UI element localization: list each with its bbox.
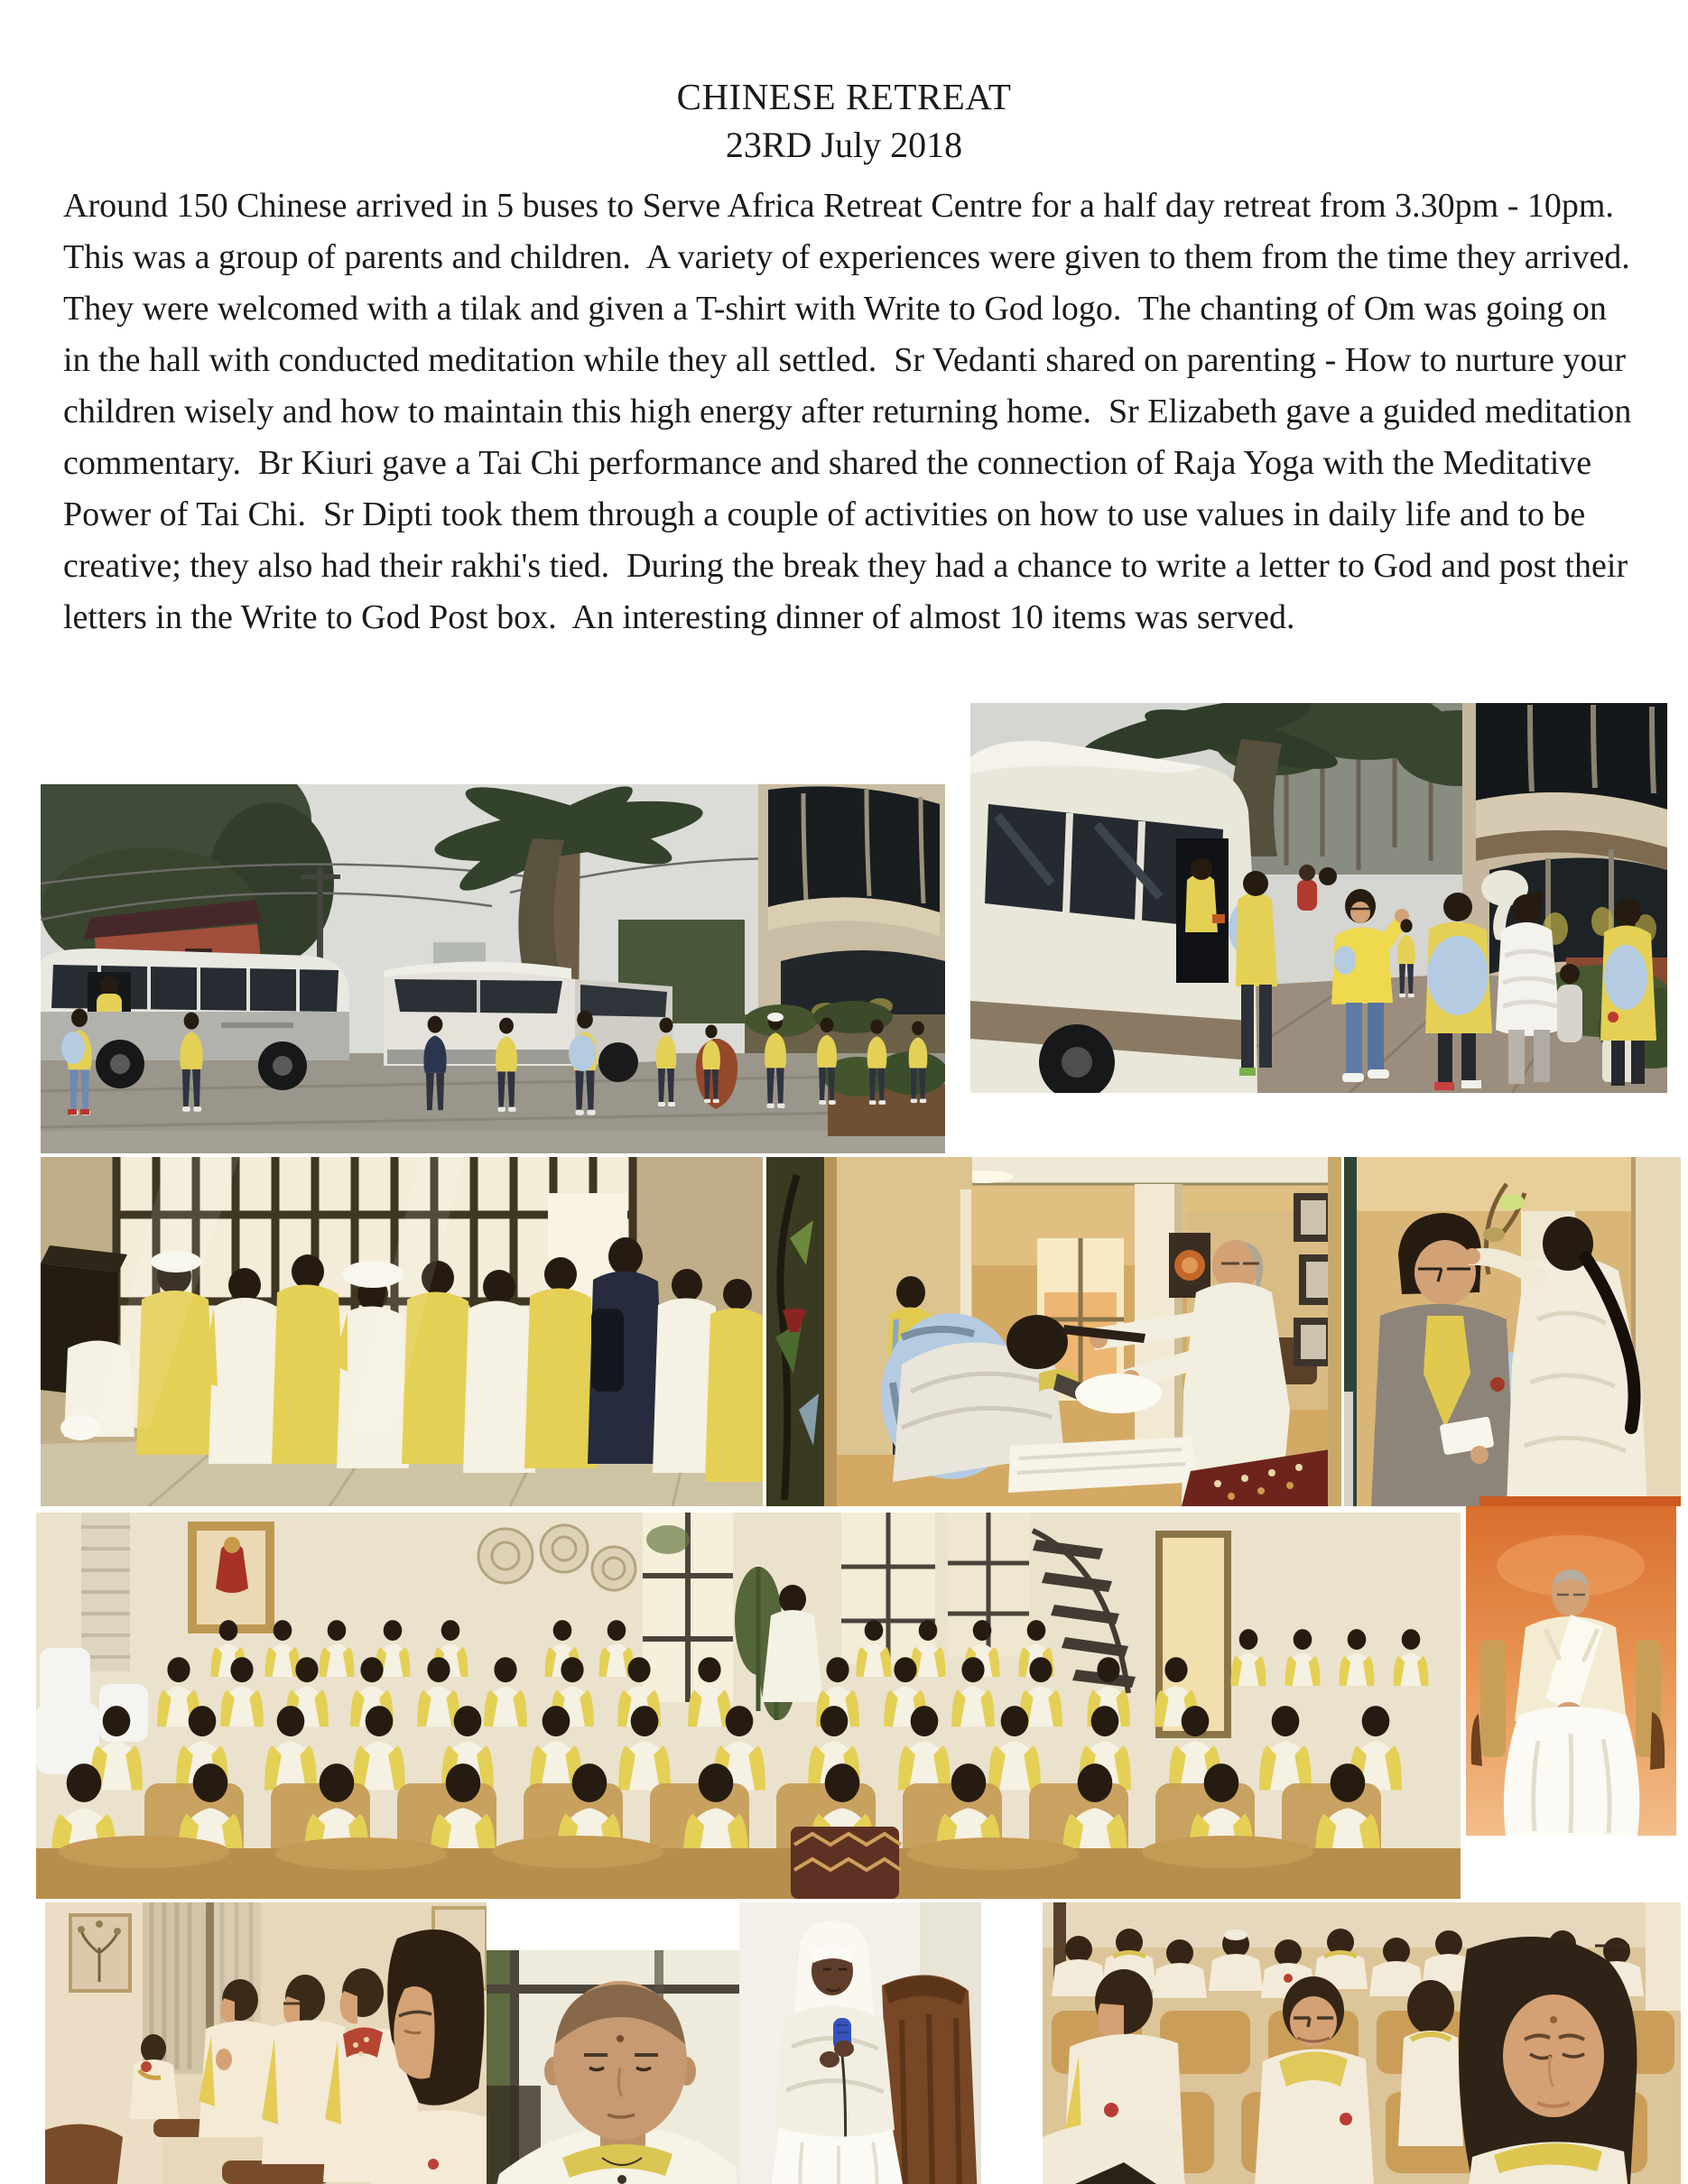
mandala-artwork xyxy=(1169,1233,1210,1298)
photo-tshirt-handout xyxy=(766,1157,1341,1506)
white-tshirt xyxy=(1075,1374,1162,1413)
photo-meditation-hall xyxy=(36,1513,1461,1899)
photo-tshirt-wearing xyxy=(41,1157,763,1506)
photo-tilak-welcome xyxy=(1344,1157,1681,1506)
photo-buses-parking-lot xyxy=(41,784,945,1153)
photo-audience-side-view xyxy=(45,1902,487,2184)
bus-side xyxy=(970,741,1257,1093)
right-windows xyxy=(841,1513,1029,1664)
body-paragraph: Around 150 Chinese arrived in 5 buses to Serve Africa Retreat Centre for a half day retreat from 3.30pm - 10pm. This was a group of parents and children. A variety of experiences were given to them from the time they arrived. They were welcomed with a tilak and given a T-shirt with Write to God logo. The chanting of Om was going on in the hall with conducted meditation while they all settled. Sr Vedanti shared on parenting - How to nurture your children wisely and how to maintain this high energy after returning home. Sr Elizabeth gave a guided meditation commentary. Br Kiuri gave a Tai Chi performance and shared the connection of Raja Yoga with the Meditative Power of Tai Chi. Sr Dipti took them through a couple of activities on how to use values in daily life and to be creative; they also had their rakhi's tied. During the break they had a chance to write a letter to God and post their letters in the Write to God Post box. An interesting dinner of almost 10 items was served. xyxy=(63,187,1647,636)
tilak-dot xyxy=(617,2035,624,2042)
photo-bus-unloading xyxy=(970,703,1667,1093)
photo-didi-on-stage xyxy=(1466,1506,1676,1836)
deity-picture xyxy=(188,1522,274,1633)
stained-glass-mural xyxy=(766,1157,824,1506)
page-subtitle: 23RD July 2018 xyxy=(725,125,963,165)
doc-header xyxy=(0,72,1688,170)
photo-participant-closeup xyxy=(487,1950,739,2184)
photo-sister-with-microphone xyxy=(739,1902,981,2184)
photo-audience-rows xyxy=(1043,1902,1681,2184)
page-title: CHINESE RETREAT xyxy=(676,76,1012,117)
